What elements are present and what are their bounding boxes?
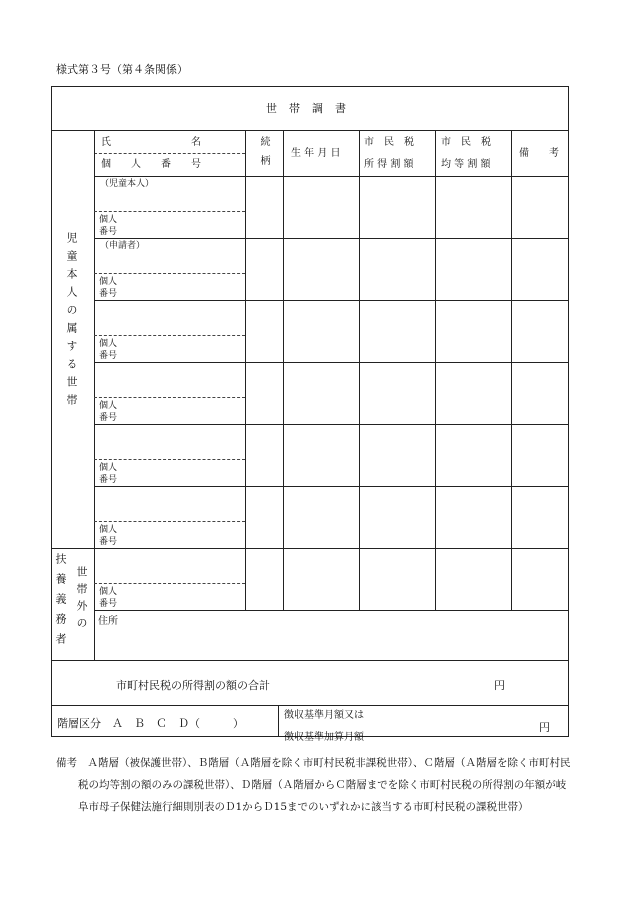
personal-number-label: 個人 (99, 339, 118, 349)
address-label: 住所 (98, 616, 118, 627)
form-number: 様式第３号（第４条関係） (56, 63, 188, 76)
personal-number-label: 個人 (99, 277, 118, 287)
header-equal-tax-2: 均 等 割 額 (441, 159, 491, 170)
header-birthdate: 生 年 月 日 (291, 148, 341, 159)
personal-number-label: 個人 (99, 463, 118, 473)
standard-label-1: 徴収基準月額又は (284, 710, 364, 721)
personal-number-label: 個人 (99, 587, 118, 597)
header-income-tax-2: 所 得 割 額 (364, 159, 414, 170)
personal-number-label: 番号 (99, 227, 118, 237)
personal-number-label: 番号 (99, 413, 118, 423)
total-label: 市町村民税の所得割の額の合計 (116, 679, 270, 692)
personal-number-label: 個人 (99, 525, 118, 535)
personal-number-label: 番号 (99, 599, 118, 609)
form-title: 世帯調書 (266, 102, 358, 115)
notes-text: 備考 Ａ階層（被保護世帯）、Ｂ階層（Ａ階層を除く市町村民税非課税世帯）、Ｃ階層（Ａ階層を除く市町村民税の均等割の額のみの課税世帯）、Ｄ階層（Ａ階層からＣ階層までを除く市町村民税の所得割の年額が岐阜市母子保健法施行細則別表のＤ1からＤ15までのいずれかに該当する市町村民税の課税世帯） (56, 757, 571, 813)
personal-number-label: 個人 (99, 215, 118, 225)
section-household-label: 児童本人の属する世帯 (65, 232, 78, 412)
standard-label-2: 徴収基準加算月額 (284, 732, 364, 743)
total-yen: 円 (494, 679, 505, 692)
personal-number-label: 番号 (99, 475, 118, 485)
section-supporter-label: 扶養義務者 (54, 553, 67, 653)
row-note: （児童本人） (100, 179, 155, 189)
personal-number-label: 番号 (99, 537, 118, 547)
header-remarks: 備 考 (519, 148, 559, 159)
personal-number-label: 個人 (99, 401, 118, 411)
personal-number-label: 番号 (99, 289, 118, 299)
header-income-tax-1: 市 民 税 (364, 137, 414, 148)
notes (56, 752, 576, 818)
section-outside-label: 世帯外の (75, 566, 88, 634)
row-note: （申請者） (100, 241, 146, 251)
standard-yen: 円 (539, 721, 550, 734)
header-name: 氏 名 (101, 137, 201, 148)
header-equal-tax-1: 市 民 税 (441, 137, 491, 148)
personal-number-label: 番号 (99, 351, 118, 361)
header-relationship: 続柄 (258, 136, 269, 174)
header-personal-number: 個 人 番 号 (101, 159, 201, 170)
tier-label: 階層区分 Ａ Ｂ Ｃ Ｄ（ ） (57, 717, 244, 730)
